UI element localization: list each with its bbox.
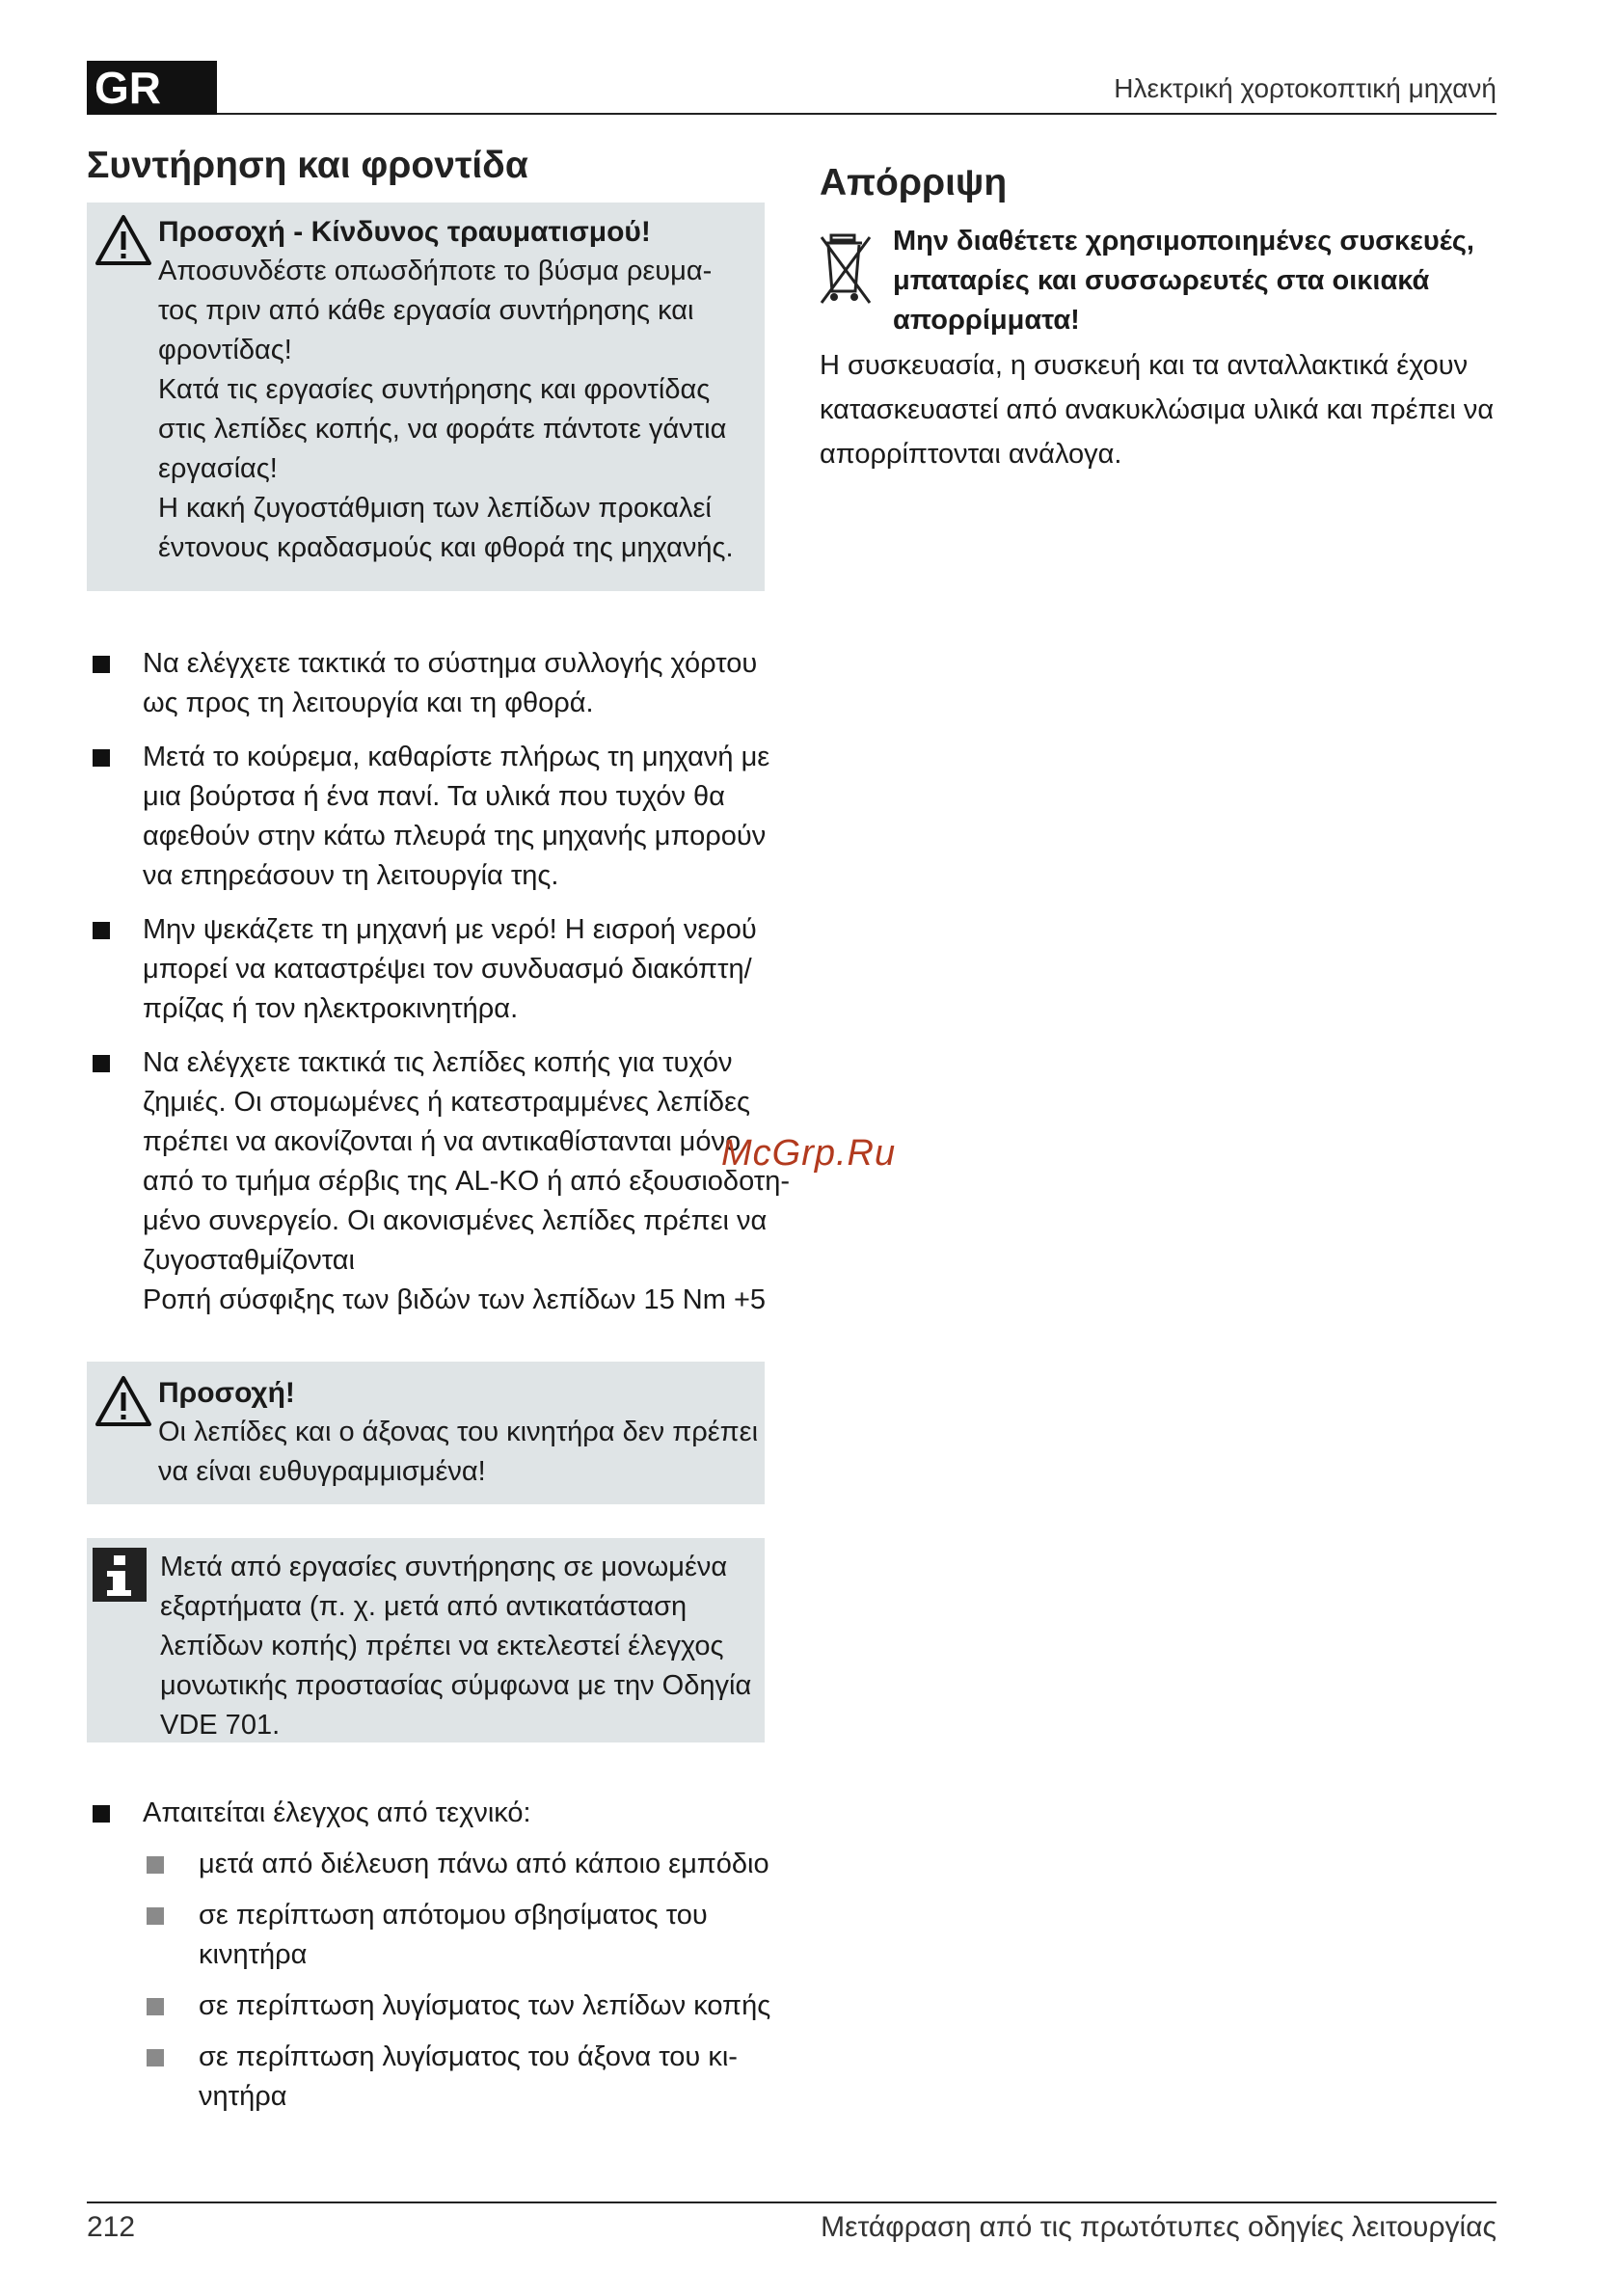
- list-item: Να ελέγχετε τακτικά το σύστημα συλλογής χόρτου ως προς τη λειτουργία και τη φθορά.: [87, 644, 781, 723]
- language-badge: GR: [87, 61, 217, 115]
- disposal-notice-line: μπαταρίες και συσσωρευτές στα οικιακά: [893, 265, 1430, 296]
- info-line: μονωτικής προστασίας σύμφωνα με την Οδηγία: [160, 1670, 752, 1701]
- warning-line: Οι λεπίδες και ο άξονας του κινητήρα δεν πρέπει: [158, 1417, 759, 1447]
- technician-check-sublist: [87, 1845, 781, 2128]
- warning-title: Προσοχή!: [158, 1377, 295, 1409]
- crossed-bin-icon: [818, 231, 876, 309]
- section-title-maintenance: Συντήρηση και φροντίδα: [87, 145, 528, 186]
- warning-line: στις λεπίδες κοπής, να φοράτε πάντοτε γάντια: [158, 414, 727, 445]
- page-number: 212: [87, 2211, 136, 2243]
- info-line: εξαρτήματα (π. χ. μετά από αντικατάσταση: [160, 1591, 688, 1622]
- list-item: Μην ψεκάζετε τη μηχανή με νερό! Η εισροή νερού μπορεί να καταστρέψει τον συνδυασμό διακόπτη/ πρίζας ή τον ηλεκτροκινητήρα.: [87, 910, 781, 1029]
- bullet-square-icon: [93, 922, 110, 939]
- bullet-square-icon: [93, 1805, 110, 1823]
- warning-triangle-icon: [94, 1375, 152, 1427]
- disposal-body-line: απορρίπτονται ανάλογα.: [820, 439, 1122, 470]
- warning-line: έντονους κραδασμούς και φθορά της μηχανής.: [158, 532, 734, 563]
- warning-triangle-icon: [94, 214, 152, 266]
- warning-box-injury-text: [158, 212, 734, 568]
- list-item: Απαιτείται έλεγχος από τεχνικό:: [87, 1794, 781, 1833]
- sub-bullet-square-icon: [147, 1998, 164, 2015]
- info-line: Μετά από εργασίες συντήρησης σε μονωμένα: [160, 1552, 728, 1582]
- disposal-notice-line: απορρίμματα!: [893, 305, 1080, 336]
- header-rule: [217, 113, 1497, 115]
- info-line: λεπίδων κοπής) πρέπει να εκτελεστεί έλεγχος: [160, 1631, 724, 1661]
- warning-line: Η κακή ζυγοστάθμιση των λεπίδων προκαλεί: [158, 493, 712, 524]
- sub-bullet-square-icon: [147, 1856, 164, 1874]
- warning-line: Αποσυνδέστε οπωσδήποτε το βύσμα ρευμα-: [158, 256, 713, 286]
- warning-box-alignment: [87, 1362, 765, 1504]
- watermark: McGrp.Ru: [721, 1133, 897, 1174]
- disposal-notice: [893, 222, 1474, 340]
- info-icon: [93, 1548, 147, 1602]
- list-item: μετά από διέλευση πάνω από κάποιο εμπόδιο: [87, 1845, 781, 1884]
- list-item: Μετά το κούρεμα, καθαρίστε πλήρως τη μηχανή με μια βούρτσα ή ένα πανί. Τα υλικά που τυχόν θα αφεθούν στην κάτω πλευρά της μηχανής μπορούν να επηρεάσουν τη λειτουργία της.: [87, 738, 781, 896]
- section-title-disposal: Απόρριψη: [820, 162, 1008, 203]
- footer-text: Μετάφραση από τις πρωτότυπες οδηγίες λειτουργίας: [821, 2211, 1497, 2243]
- footer-rule: [87, 2201, 1497, 2203]
- info-box-insulation: [87, 1538, 765, 1742]
- bullet-square-icon: [93, 656, 110, 673]
- bullet-square-icon: [93, 749, 110, 767]
- warning-line: φροντίδας!: [158, 335, 292, 365]
- sub-bullet-square-icon: [147, 1907, 164, 1925]
- bullet-square-icon: [93, 1055, 110, 1072]
- warning-line: εργασίας!: [158, 453, 278, 484]
- list-item: σε περίπτωση λυγίσματος του άξονα του κι- νητήρα: [87, 2038, 781, 2117]
- maintenance-bullet-list: [87, 644, 791, 1335]
- disposal-notice-line: Μην διαθέτετε χρησιμοποιημένες συσκευές,: [893, 226, 1474, 257]
- header-title: Ηλεκτρική χορτοκοπτική μηχανή: [1114, 73, 1497, 103]
- warning-line: Κατά τις εργασίες συντήρησης και φροντίδας: [158, 374, 711, 405]
- info-line: VDE 701.: [160, 1710, 281, 1741]
- warning-box-injury: [87, 203, 765, 591]
- list-item: σε περίπτωση λυγίσματος των λεπίδων κοπής: [87, 1986, 781, 2026]
- disposal-body: [820, 343, 1494, 476]
- list-item: σε περίπτωση απότομου σβησίματος του κινητήρα: [87, 1896, 781, 1975]
- technician-check-list: [87, 1794, 781, 1848]
- disposal-body-line: κατασκευαστεί από ανακυκλώσιμα υλικά και πρέπει να: [820, 394, 1495, 425]
- list-item: Να ελέγχετε τακτικά τις λεπίδες κοπής για τυχόν ζημιές. Οι στομωμένες ή κατεστραμμένες λεπίδες πρέπει να ακονίζονται ή να αντικαθίστανται μόνο από το τμήμα σέρβις της AL-KO ή από εξουσιοδοτη- μένο συνεργείο. Οι ακονισμένες λεπίδες πρέπει να ζυγοσταθμίζονται Ροπή σύσφιξης των βιδών των λεπίδων 15 Nm +5: [87, 1043, 781, 1320]
- warning-box-alignment-text: [158, 1373, 758, 1492]
- warning-line: τος πριν από κάθε εργασία συντήρησης και: [158, 295, 694, 326]
- warning-title: Προσοχή - Κίνδυνος τραυματισμού!: [158, 216, 651, 248]
- sub-bullet-square-icon: [147, 2049, 164, 2066]
- warning-line: να είναι ευθυγραμμισμένα!: [158, 1456, 486, 1487]
- info-box-text: [160, 1548, 751, 1745]
- disposal-body-line: Η συσκευασία, η συσκευή και τα ανταλλακτικά έχουν: [820, 350, 1469, 381]
